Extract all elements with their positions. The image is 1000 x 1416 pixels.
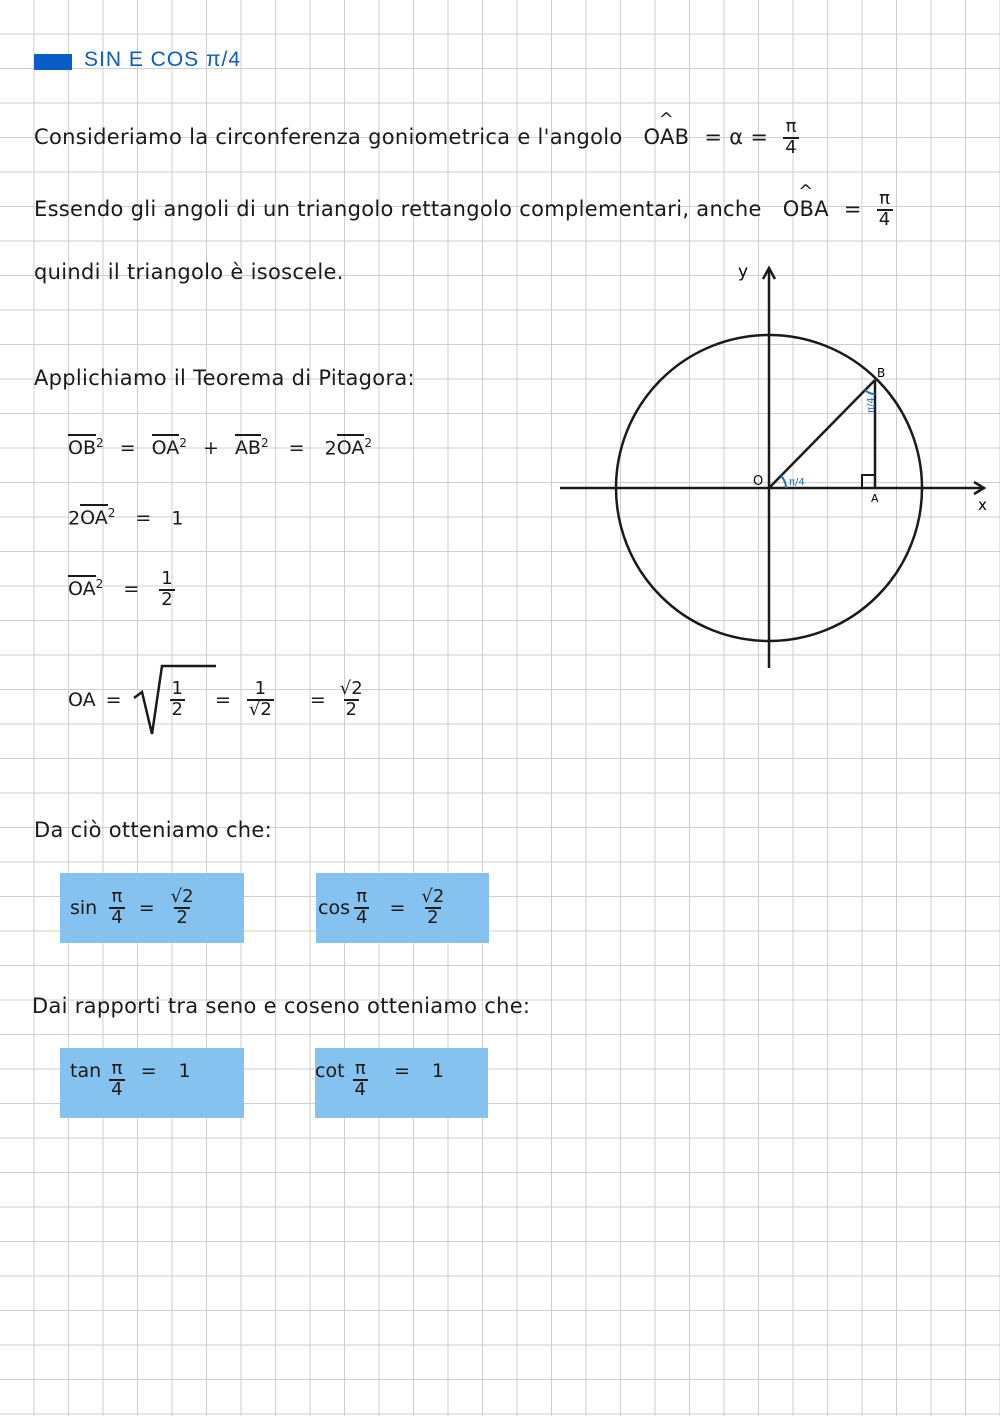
angle-oba: ^ OBA [783, 197, 829, 221]
sin-result-box: sin $\frac{\pi}{4}$ = $\frac{√2}{2}$ [60, 873, 244, 943]
cot-label: cot [315, 1060, 345, 1082]
ratios-heading: Dai rapporti tra seno e coseno otteniamo che: [32, 994, 531, 1018]
angle-b-arc [865, 390, 875, 394]
fraction-num: 1 [171, 678, 183, 700]
exponent: 2 [179, 436, 187, 450]
fraction-num: √2 [170, 886, 194, 908]
fraction-den: 4 [111, 1078, 123, 1100]
fraction-num: 1 [161, 568, 173, 589]
axis-y-label: y [738, 262, 749, 282]
equation-2: $2OA^2 = 1$ [68, 506, 184, 530]
fraction-num: 1 [254, 678, 267, 700]
exponent: 2 [96, 436, 104, 450]
segment-oa: OA [68, 575, 96, 600]
intro-line-2-eq: = [843, 196, 862, 221]
fraction-num: π [111, 1058, 123, 1079]
tan-value: 1 [178, 1060, 191, 1082]
pitagora-heading: Applichiamo il Teorema di Pitagora: [34, 366, 415, 390]
point-o-label: O [753, 474, 764, 489]
sin-label: sin [70, 897, 98, 919]
fraction-num: π [354, 1058, 366, 1079]
cos-result-box: cos $\frac{\pi}{4}$ = $\frac{√2}{2}$ [316, 873, 489, 943]
intro-line-1-text: Consideriamo la circonferenza goniometrica e l'angolo [34, 124, 623, 149]
fraction-1-2 [170, 680, 185, 720]
fraction-den: 4 [355, 907, 368, 928]
cos-label: cos [318, 897, 350, 919]
fraction-pi-4 [783, 118, 799, 158]
fraction-num: √2 [339, 678, 363, 700]
sqrt-symbol [132, 662, 185, 738]
fraction-num: π [879, 188, 891, 209]
cot-result-box: cot $\frac{\pi}{4}$ = 1 [315, 1048, 488, 1118]
intro-line-1-eq: = α = [704, 124, 769, 149]
fraction-den: √2 [248, 699, 272, 720]
coef: 2 [324, 437, 337, 460]
fraction-sqrt2-2 [169, 888, 196, 928]
oa-label: OA [68, 689, 96, 711]
segment-ob: OB [68, 434, 96, 459]
segment-oa: OA [152, 434, 180, 459]
fraction-num: π [111, 886, 123, 908]
fraction-den: 2 [427, 907, 439, 928]
unit-circle-diagram [550, 255, 995, 675]
fraction-num: π [356, 886, 368, 908]
exponent: 2 [95, 577, 104, 592]
fraction-den: 2 [161, 588, 173, 610]
segment-ab: AB [235, 434, 261, 459]
fraction-den: 2 [345, 699, 357, 720]
fraction-den: 4 [354, 1078, 366, 1100]
right-angle-mark [862, 475, 875, 488]
intro-line-1 [34, 118, 799, 158]
equation-1: $OB^2 = OA^2 + AB^2 = 2OA^2$ [68, 436, 372, 460]
cot-value: 1 [431, 1060, 444, 1082]
fraction-den: 2 [176, 907, 188, 928]
exponent: 2 [107, 506, 116, 520]
fraction-pi-4 [877, 190, 893, 230]
term-2oa [325, 434, 365, 459]
page-title: SIN E COS π/4 [84, 48, 242, 71]
fraction-den: 4 [111, 907, 123, 928]
angle-b-label: π/4 [866, 397, 877, 413]
segment-oa: OA [337, 434, 365, 459]
equation-3: $OA^2$ = $\frac{1}{2}$ [68, 568, 173, 610]
tan-result-box: tan $\frac{\pi}{4}$ = 1 [60, 1048, 244, 1118]
fraction-sqrt2-2 [419, 888, 446, 928]
intro-line-2-text: Essendo gli angoli di un triangolo rettangolo complementari, anche [34, 196, 762, 221]
title-marker [34, 54, 72, 70]
results-heading: Da ciò otteniamo che: [34, 818, 272, 842]
exponent: 2 [260, 436, 269, 450]
fraction-pi-4 [353, 1060, 368, 1100]
fraction-1-2 [159, 570, 174, 610]
tan-label: tan [70, 1060, 102, 1082]
axis-x-label: x [978, 496, 987, 514]
fraction-pi-4 [354, 888, 369, 928]
intro-line-3: quindi il triangolo è isoscele. [34, 260, 344, 284]
segment-oa: OA [80, 504, 108, 529]
value-1: 1 [171, 507, 184, 530]
angle-o-label: π/4 [789, 477, 805, 488]
fraction-1-sqrt2 [247, 680, 274, 720]
exponent: 2 [364, 436, 372, 450]
fraction-num: √2 [421, 886, 445, 908]
intro-line-2 [34, 190, 893, 230]
segment-ob-line [769, 380, 875, 488]
fraction-pi-4 [109, 888, 124, 928]
fraction-pi-4 [109, 1060, 124, 1100]
fraction-den: 4 [878, 208, 891, 230]
fraction-num: π [785, 116, 797, 137]
angle-o-arc [781, 476, 786, 488]
angle-oab: ^ OAB [644, 125, 690, 149]
point-a-label: A [871, 492, 879, 505]
point-b-label: B [877, 366, 886, 380]
fraction-den: 2 [171, 699, 183, 720]
equation-4: OA = $\frac{1}{2}$ = $\frac{1}{√2}$ = $\frac{√2}{2}$ [68, 662, 365, 738]
fraction-den: 4 [785, 136, 798, 158]
fraction-sqrt2-2 [338, 680, 365, 720]
coef: 2 [68, 507, 81, 530]
